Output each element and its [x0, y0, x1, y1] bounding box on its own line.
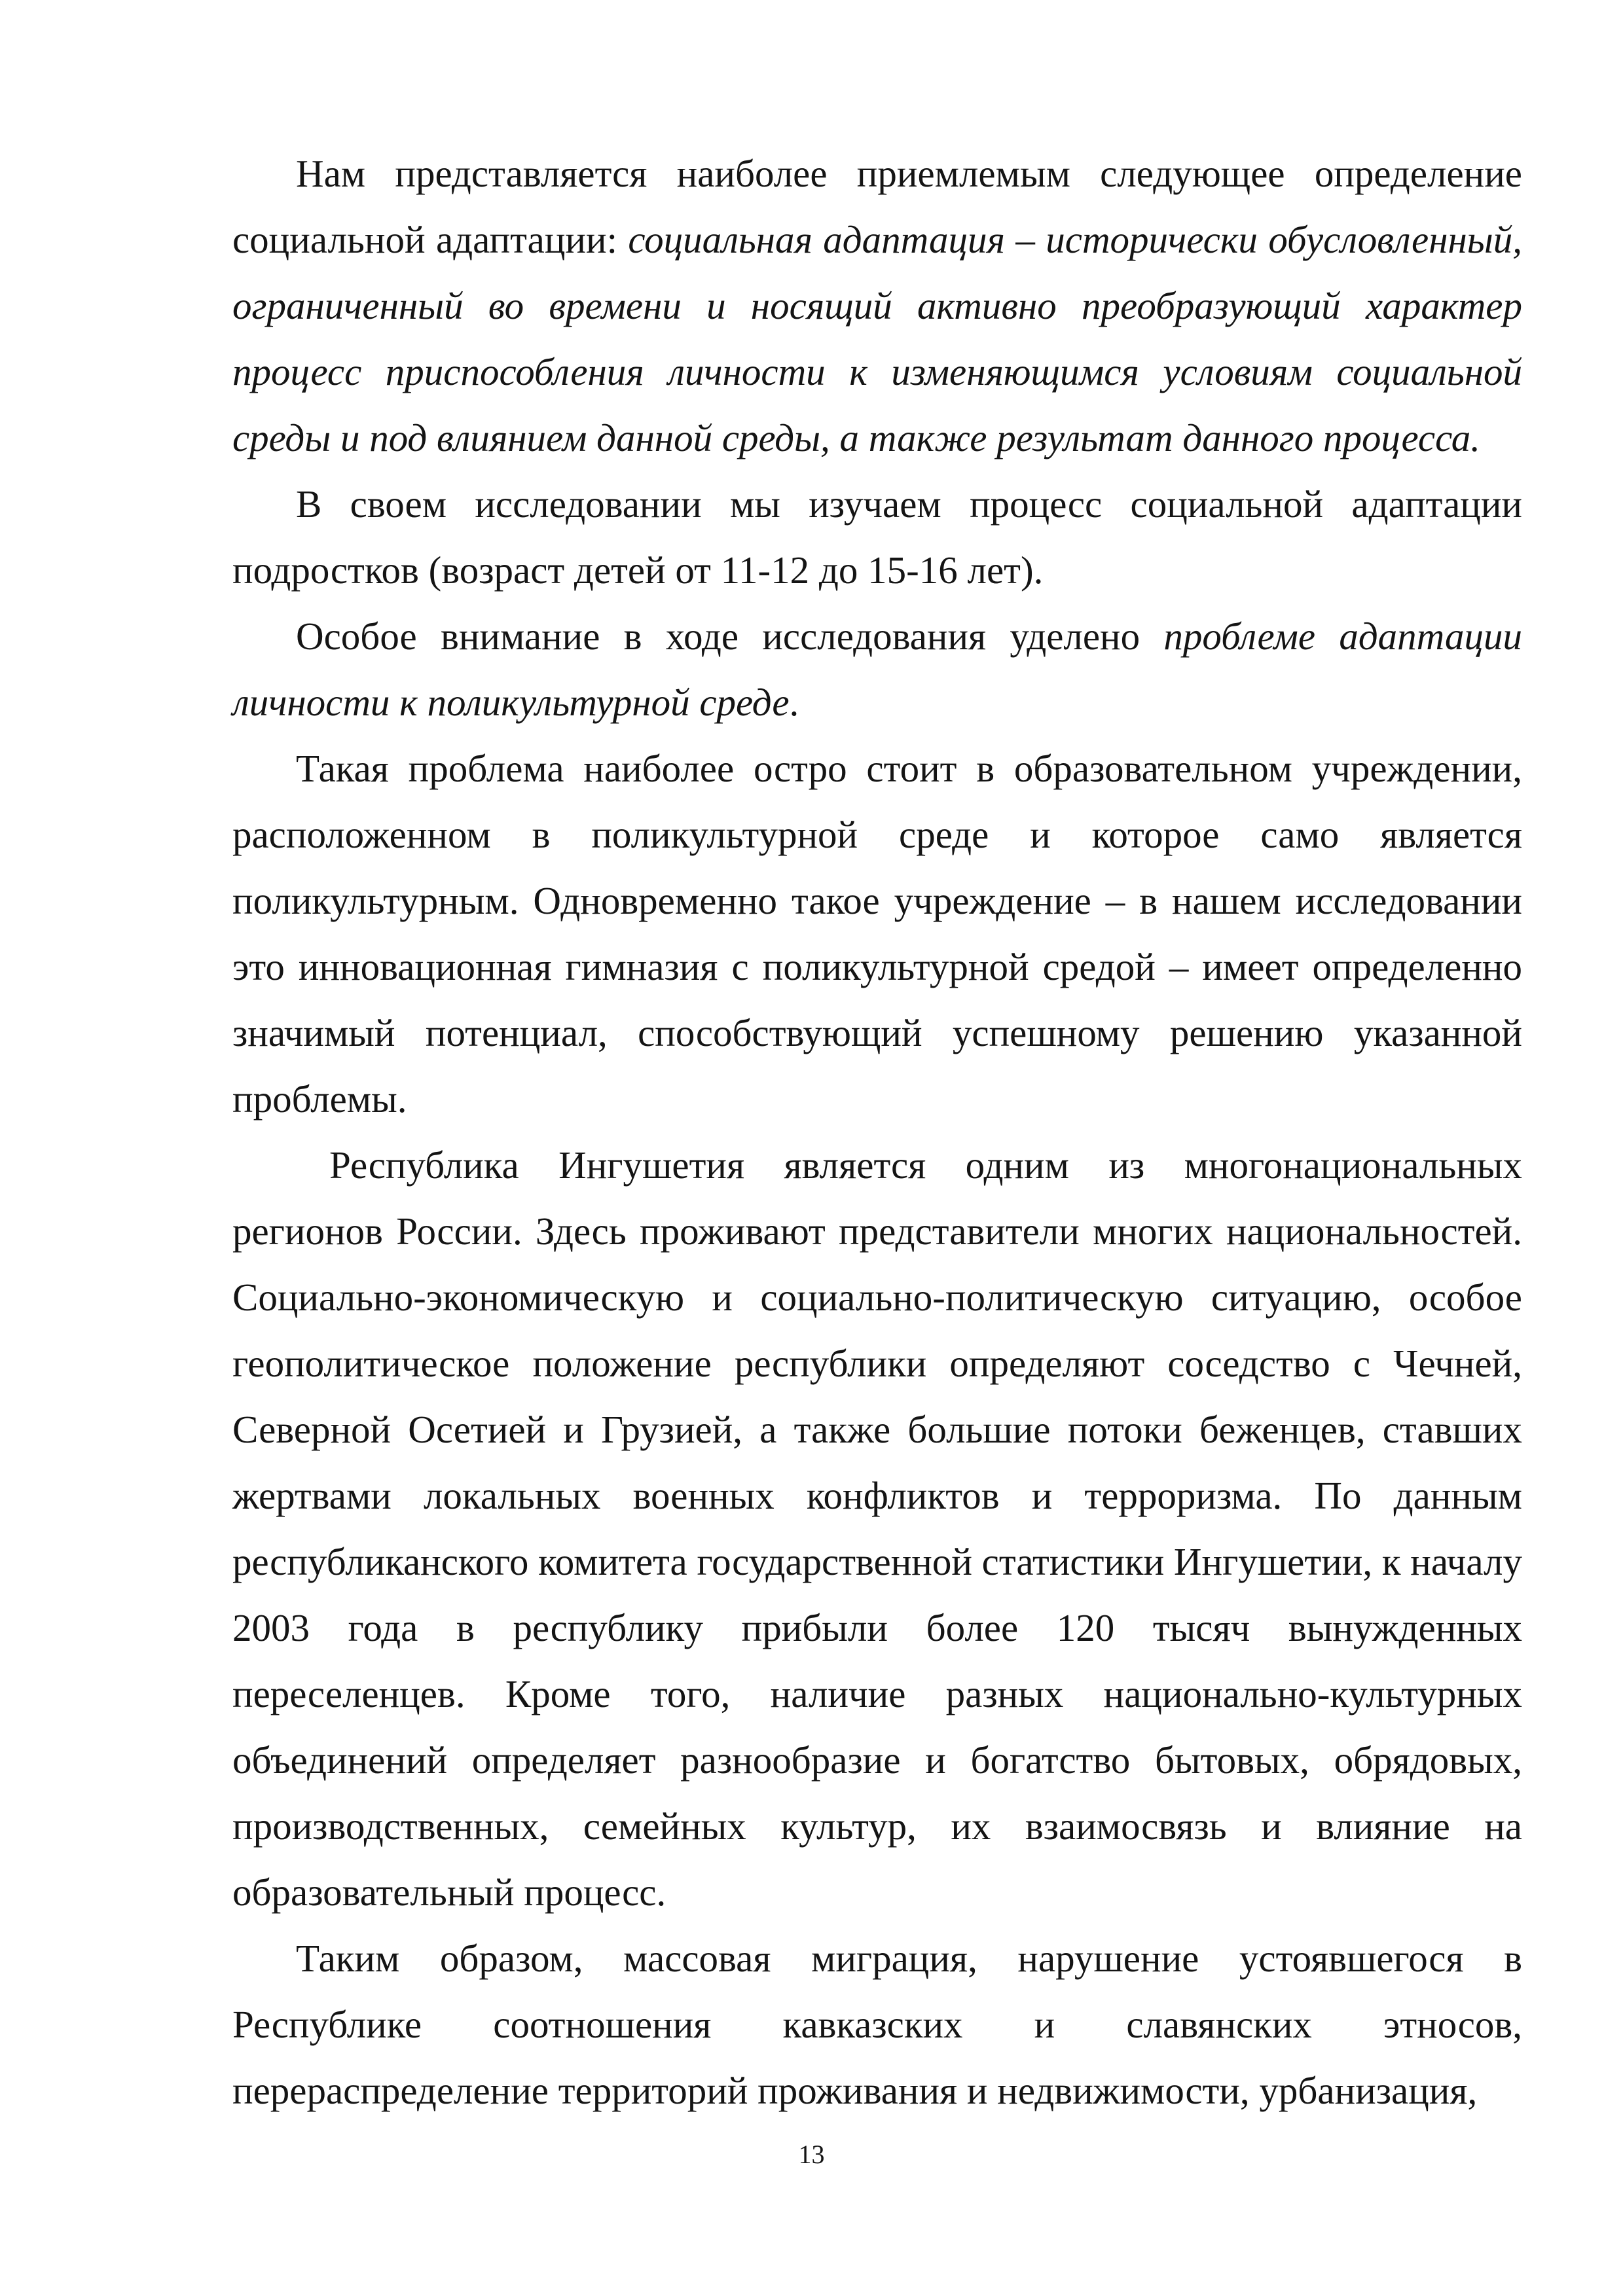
document-page [232, 141, 1522, 2124]
page-number: 13 [798, 2140, 825, 2169]
paragraph-migration: Таким образом, массовая миграция, нарушение устоявшегося в Республике соотношения кавказских и славянских этносов, перераспределение территорий проживания и недвижимости, урбанизация, [232, 1937, 1522, 2112]
paragraph-educational-institution: Такая проблема наиболее остро стоит в образовательном учреждении, расположенном в поликультурной среде и которое само является поликультурным. Одновременно такое учреждение – в нашем исследовании это инновационная гимназия с поликультурной средой – имеет определенно значимый потенциал, способствующий успешному решению указанной проблемы. [232, 747, 1522, 1121]
paragraph-special-attention-lead: Особое внимание в ходе исследования уделено [296, 615, 1164, 658]
paragraph-republic-ingushetia: Республика Ингушетия является одним из многонациональных регионов России. Здесь проживают представители многих национальностей. Социально-экономическую и социально-политическую ситуацию, особое геополитическое положение республики определяют соседство с Чечней, Северной Осетией и Грузией, а также большие потоки беженцев, ставших жертвами локальных военных конфликтов и терроризма. По данным республиканского комитета государственной статистики Ингушетии, к началу 2003 года в республику прибыли более 120 тысяч вынужденных переселенцев. Кроме того, наличие разных национально-культурных объединений определяет разнообразие и богатство бытовых, обрядовых, производственных, семейных культур, их взаимосвязь и влияние на образовательный процесс. [232, 1143, 1522, 1914]
paragraph-special-attention [232, 603, 1522, 736]
social-adaptation-definition: социальная адаптация – исторически обусловленный, ограниченный во времени и носящий активно преобразующий характер процесс приспособления личности к изменяющимся условиям социальной среды и под влиянием данной среды, а также результат данного процесса. [232, 218, 1522, 459]
paragraph-definition-lead: Нам представляется наиболее приемлемым следующее определение социальной адаптации: [232, 152, 1522, 261]
paragraph-special-attention-tail: . [789, 681, 799, 724]
paragraph-definition [232, 141, 1522, 471]
research-problem-emphasis: проблеме адаптации личности к поликультурной среде [232, 615, 1522, 724]
paragraph-research-scope: В своем исследовании мы изучаем процесс социальной адаптации подростков (возраст детей от 11-12 до 15-16 лет). [232, 482, 1522, 592]
